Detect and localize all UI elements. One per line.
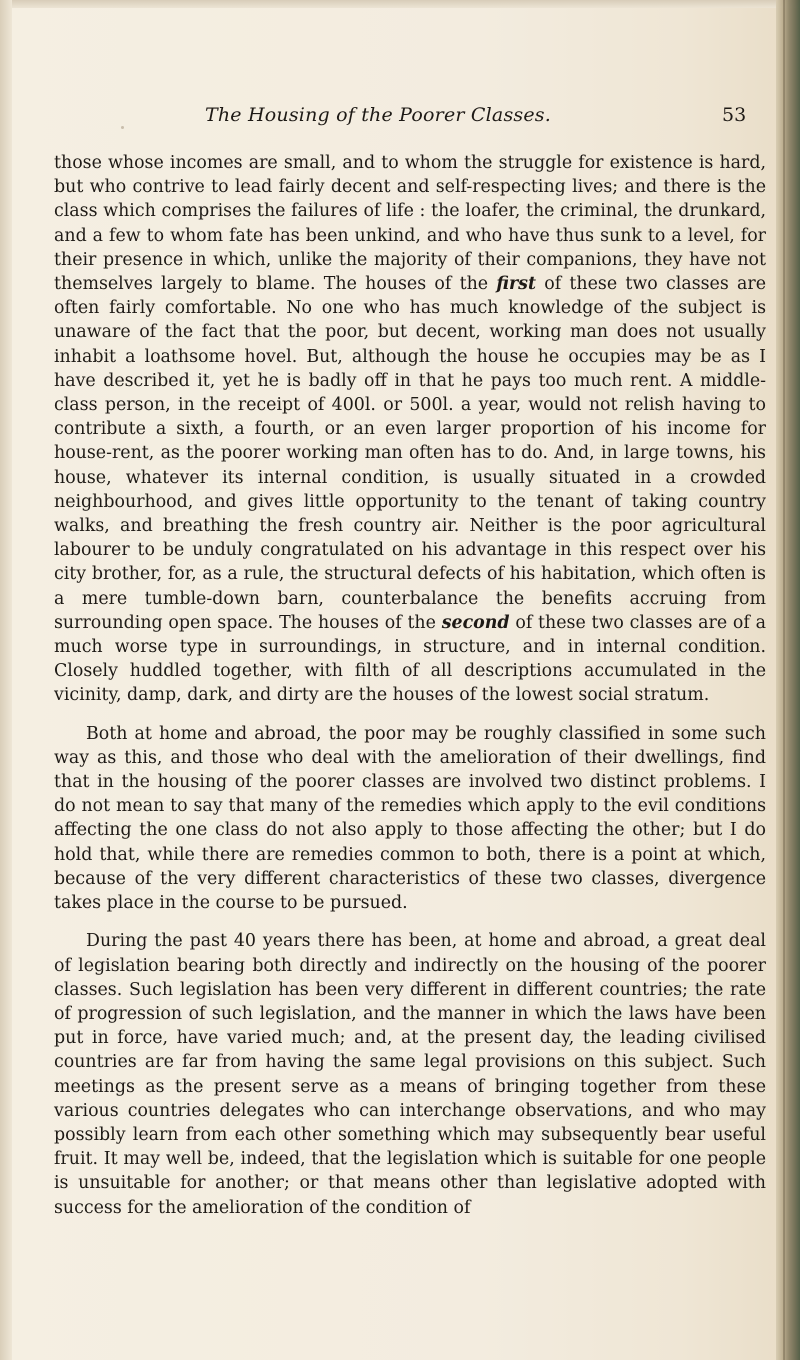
body-text bbox=[54, 151, 766, 1220]
book-spine-edge bbox=[776, 0, 800, 1360]
paragraph-1-part-3: of these two classes are of a much worse type in surroundings, in structure, and in internal condition. Closely huddled together, with filth of all descriptions accumulated in the vicinity, damp, dark, and dirty are the houses of the lowest social stratum. bbox=[54, 612, 766, 706]
running-head bbox=[0, 104, 800, 132]
page-speck bbox=[747, 1117, 750, 1120]
paragraph-1-part-1: those whose incomes are small, and to whom the struggle for existence is hard, but who contrive to lead fairly decent and self-respecting lives; and there is the class which comprises the failures of life : the loafer, the criminal, the drunkard, and a few to whom fate has been unkind, and who have thus sunk to a level, for their presence in which, unlike the majority of their companions, they have not themselves largely to blame. The houses of the bbox=[54, 153, 766, 295]
emphasis-first: first bbox=[496, 274, 536, 295]
paragraph-1-part-2: of these two classes are often fairly comfortable. No one who has much knowledge of the subject is unaware of the fact that the poor, but decent, working man does not usually inhabit a loathsome hovel. But, although the house he occupies may be as I have described it, yet he is badly off in that he pays too much rent. A middle-class person, in the receipt of 400l. or 500l. a year, would not relish having to contribute a sixth, a fourth, or an even larger proportion of his income for house-rent, as the poorer working man often has to do. And, in large towns, his house, whatever its internal condition, is usually situated in a crowded neighbourhood, and gives little opportunity to the tenant of taking country walks, and breathing the fresh country air. Neither is the poor agricultural labourer to be unduly congratulated on his advantage in this respect over his city brother, for, as a rule, the structural defects of his habitation, which often is a mere tumble-down barn, counterbalance the benefits accruing from surrounding open space. The houses of the bbox=[54, 274, 767, 633]
paragraph-1 bbox=[54, 151, 766, 708]
page-top-edge bbox=[0, 0, 800, 8]
emphasis-second: second bbox=[441, 612, 510, 633]
page-speck bbox=[121, 126, 124, 129]
paragraph-3 bbox=[54, 929, 766, 1219]
page-number: 53 bbox=[722, 104, 747, 126]
paragraph-2 bbox=[54, 722, 766, 916]
paragraph-3-text: During the past 40 years there has been, at home and abroad, a great deal of legislation bearing both directly and indirectly on the housing of the poorer classes. Such legislation has been very different in different countries; the rate of progression of such legislation, and the manner in which the laws have been put in force, have varied much; and, at the present day, the leading civilised countries are far from having the same legal provisions on this subject. Such meetings as the present serve as a means of bringing together from these various countries delegates who can interchange observations, and who may possibly learn from each other something which may subsequently bear useful fruit. It may well be, indeed, that the legislation which is suitable for one people is unsuitable for another; or that means other than legislative adopted with success for the amelioration of the condition of bbox=[54, 931, 766, 1218]
running-head-title: The Housing of the Poorer Classes. bbox=[205, 104, 551, 126]
page-left-edge bbox=[0, 0, 12, 1360]
paragraph-2-text: Both at home and abroad, the poor may be roughly classified in some such way as this, and those who deal with the amelioration of their dwellings, find that in the housing of the poorer classes are involved two distinct problems. I do not mean to say that many of the remedies which apply to the evil conditions affecting the one class do not also apply to those affecting the other; but I do hold that, while there are remedies common to both, there is a point at which, because of the very different characteristics of these two classes, divergence takes place in the course to be pursued. bbox=[54, 723, 766, 914]
